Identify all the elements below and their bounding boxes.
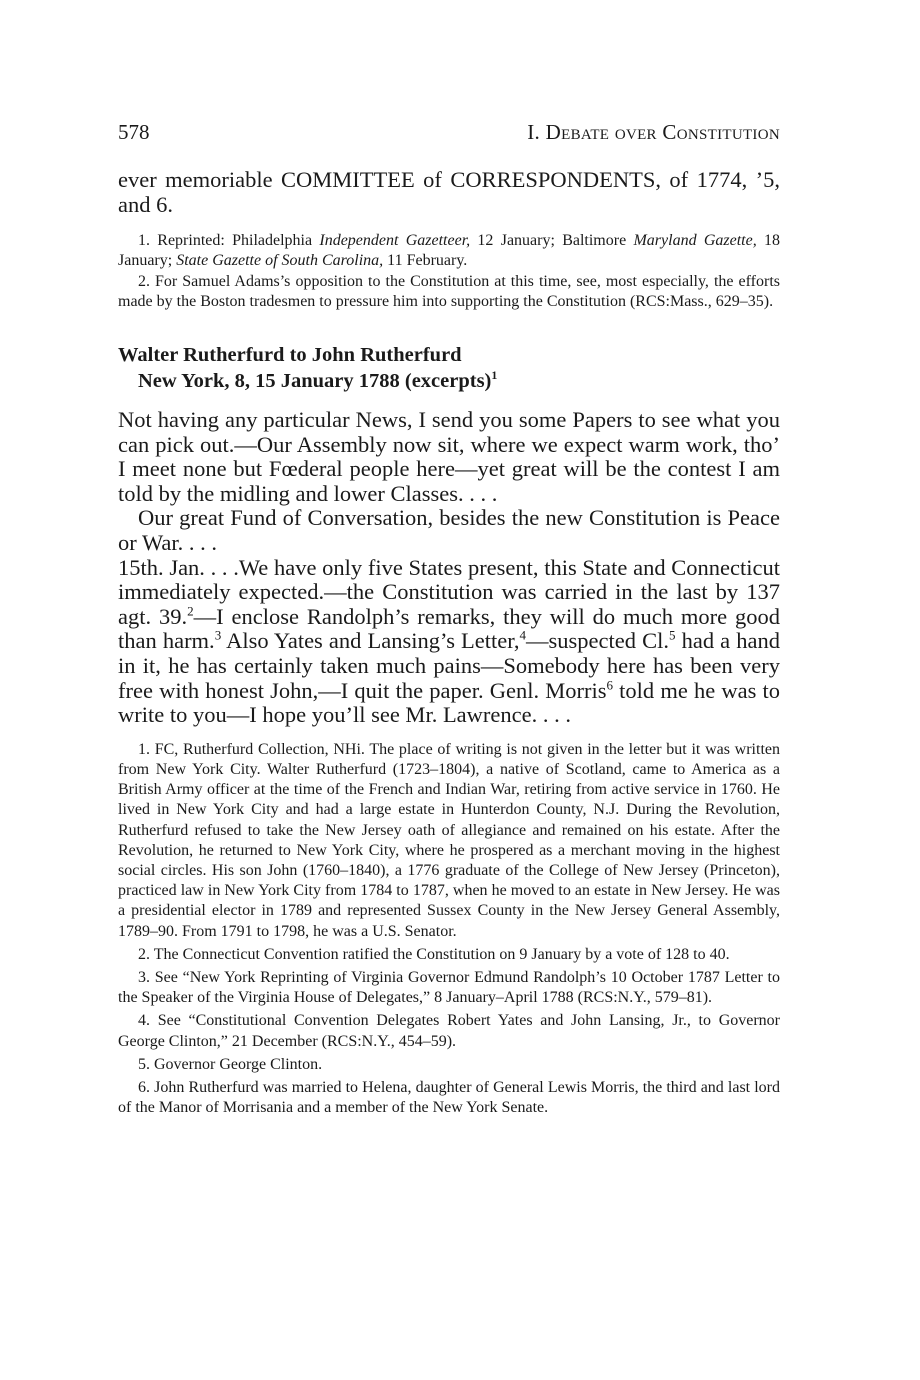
note-4: 4. See “Constitutional Convention Delegates Robert Yates and John Lansing, Jr., to Governor George Clinton,” 21 December (RCS:N.Y., 454–59). xyxy=(118,1012,780,1050)
note-5: 5. Governor George Clinton. xyxy=(138,1055,323,1073)
note-1: 1. FC, Rutherfurd Collection, NHi. The place of writing is not given in the letter but it was written from New York City. Walter Rutherfurd (1723–1804), a native of Scotland, came to America as a British Army officer at the time of the French and Indian War, retiring from active service in 1760. He lived in New York City and had a large estate in Hunterdon County, N.J. During the Revolution, Rutherfurd refused to take the New Jersey oath of allegiance and remained on his estate. After the Revolution, he returned to New York City, where he prospered as a merchant moving in the highest social circles. His son John (1760–1840), a 1776 graduate of the College of New Jersey (Princeton), practiced law in New York City from 1784 to 1787, when he moved to an estate in New Jersey. He was a presidential elector in 1789 and represented Sussex County in the New Jersey General Assembly, 1789–90. From 1791 to 1798, he was a U.S. Senator. xyxy=(118,740,780,940)
note-2: 2. The Connecticut Convention ratified the Constitution on 9 January by a vote of 128 to 40. xyxy=(138,945,730,963)
document-notes xyxy=(118,740,780,1119)
footnote-ref-2: 2 xyxy=(187,603,194,619)
previous-document-notes xyxy=(118,231,780,312)
footnote-ref-4: 4 xyxy=(519,627,527,643)
note-3: 3. See “New York Reprinting of Virginia Governor Edmund Randolph’s 10 October 1787 Letter to the Speaker of the Virginia House of Delegates,” 8 January–April 1788 (RCS:N.Y., 579–81). xyxy=(118,968,780,1007)
page-header xyxy=(118,120,780,152)
letter-paragraph-3: 15th. Jan. . . .We have only five States present, this State and Connecticut immediately expected.—the Constitution was carried in the last by 137 agt. 39.$^2$—I enclose Randolph’s remarks, they will do much more good than harm.$^3$ Also Yates and Lansing’s Letter,$^4$—suspected Cl.$^5$ had a hand in it, he has certainly taken much pains—Somebody here has been very free with honest John,—I quit the paper. Genl. Morris$^6$ told me he was to write to you—I hope you’ll see Mr. Lawrence. . . . xyxy=(118,554,780,728)
footnote-ref-1: 1 xyxy=(491,368,498,383)
footnote-ref-5: 5 xyxy=(668,627,676,643)
prev-note-2: 2. For Samuel Adams’s opposition to the Constitution at this time, see, most especially, the efforts made by the Boston tradesmen to pressure him into supporting the Constitution (RCS:Mass., 629–35). xyxy=(118,272,780,310)
note-6: 6. John Rutherfurd was married to Helena, daughter of General Lewis Morris, the third and last lord of the Manor of Morrisania and a member of the New York Senate. xyxy=(118,1078,780,1117)
prev-note-1: 1. Reprinted: Philadelphia Independent Gazetteer, 12 January; Baltimore Maryland Gazette, 18 January; State Gazette of South Carolina, 11 February. xyxy=(118,232,781,270)
document-title: Walter Rutherfurd to John Rutherfurd xyxy=(118,344,462,366)
document-heading xyxy=(118,342,780,394)
letter-paragraph-2: Our great Fund of Conversation, besides the new Constitution is Peace or War. . . . xyxy=(118,505,780,555)
document-dateline: New York, 8, 15 January 1788 (excerpts)$^1$ xyxy=(138,368,498,392)
footnote-ref-6: 6 xyxy=(606,677,614,693)
letter-paragraph-1: Not having any particular News, I send you some Papers to see what you can pick out.—Our Assembly now sit, where we expect warm work, tho’ I meet none but Fœderal people here—yet great will be the contest I am told by the midling and lower Classes. . . . xyxy=(118,407,780,506)
page-content xyxy=(118,168,780,1121)
letter-text xyxy=(118,408,780,728)
footnote-ref-3: 3 xyxy=(214,627,222,643)
continuation-paragraph: ever memoriable COMMITTEE of CORRESPONDENTS, of 1774, ’5, and 6. xyxy=(118,167,780,217)
running-title: I. Debate over Constitution xyxy=(527,120,780,144)
continued-text xyxy=(118,168,780,217)
page-number: 578 xyxy=(118,120,150,144)
